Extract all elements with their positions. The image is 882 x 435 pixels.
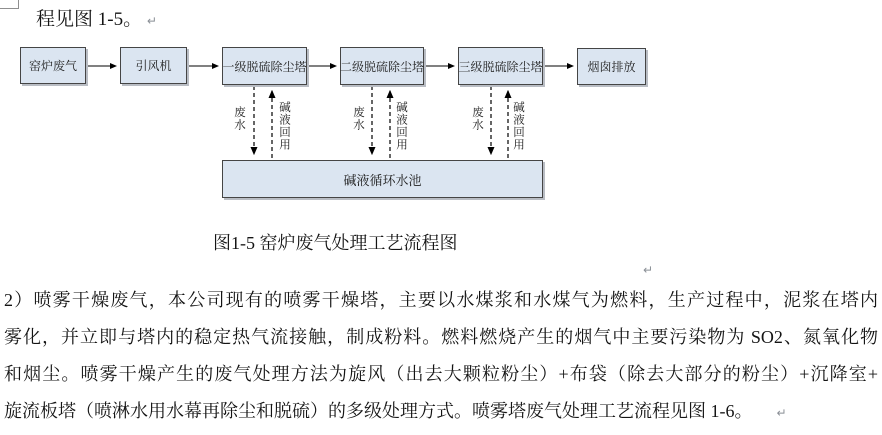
header-line xyxy=(36,8,157,33)
paragraph-mark-icon: ↵ xyxy=(146,14,157,28)
waste-water-label-2: 废水 xyxy=(352,106,364,131)
pool-label: 碱液循环水池 xyxy=(343,172,422,188)
paragraph-line-4 xyxy=(4,393,878,430)
box-induced-draft-fan-label: 引风机 xyxy=(135,59,172,73)
paragraph-mark-icon: ↵ xyxy=(643,263,654,277)
figure-caption: 图1-5 窑炉废气处理工艺流程图 xyxy=(213,233,458,253)
box-alkali-circulation-pool xyxy=(222,160,543,198)
box-chimney-discharge xyxy=(577,48,646,85)
box-kiln-exhaust xyxy=(20,47,86,84)
paragraph-line-3: 和烟尘。喷雾干燥产生的废气处理方法为旋风（出去大颗粒粉尘）+布袋（除去大部分的粉尘）+沉降室+ xyxy=(4,364,878,384)
paragraph-line-4-text: 旋流板塔（喷淋水用水幕再除尘和脱硫）的多级处理方式。喷雾塔废气处理工艺流程见图 1-6。 xyxy=(4,401,753,421)
box-chimney-discharge-label: 烟囱排放 xyxy=(587,60,636,74)
box-induced-draft-fan xyxy=(120,47,187,84)
box-stage3-desulf-dedust-tower xyxy=(458,47,543,85)
empty-paragraph xyxy=(643,261,653,279)
box-kiln-exhaust-label: 窑炉废气 xyxy=(28,59,77,73)
alkali-recycle-label-1: 碱液回用 xyxy=(278,101,290,151)
header-line-text: 程见图 1-5。 xyxy=(36,9,143,30)
waste-water-label-1: 废水 xyxy=(233,106,245,131)
box-stage1-desulf-dedust-tower xyxy=(222,47,307,85)
alkali-recycle-label-3: 碱液回用 xyxy=(512,101,524,151)
cropped-frame-corner xyxy=(0,0,19,9)
paragraph-line-1: 2）喷雾干燥废气，本公司现有的喷雾干燥塔，主要以水煤浆和水煤气为燃料，生产过程中，泥浆在塔内 xyxy=(4,290,878,310)
paragraph-mark-icon: ↵ xyxy=(776,406,787,420)
box-stage2-label: 二级脱硫除尘塔 xyxy=(340,59,425,74)
paragraph-line-2: 雾化，并立即与塔内的稳定热气流接触，制成粉料。燃料燃烧产生的烟气中主要污染物为 SO2、氮氧化物 xyxy=(4,327,878,347)
box-stage3-label: 三级脱硫除尘塔 xyxy=(458,59,543,74)
waste-water-label-3: 废水 xyxy=(471,106,483,131)
alkali-recycle-label-2: 碱液回用 xyxy=(395,101,407,151)
box-stage2-desulf-dedust-tower xyxy=(340,47,424,85)
box-stage1-label: 一级脱硫除尘塔 xyxy=(222,59,307,74)
